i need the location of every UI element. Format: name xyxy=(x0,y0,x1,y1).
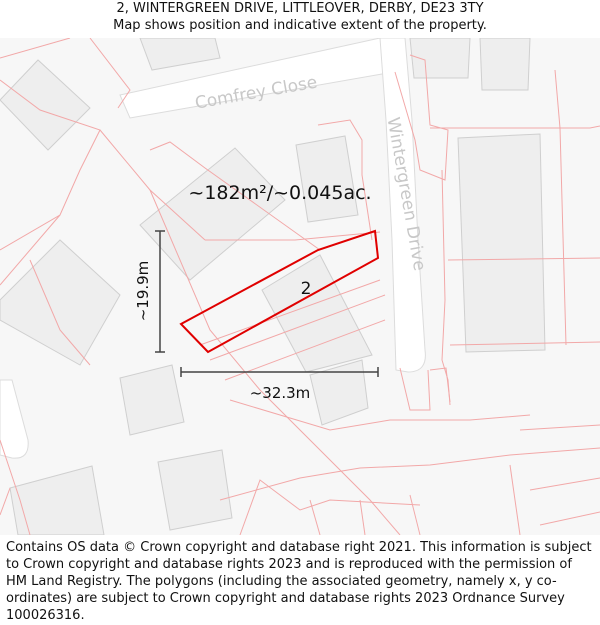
property-address: 2, WINTERGREEN DRIVE, LITTLEOVER, DERBY, DE23 3TY xyxy=(116,1,484,16)
plot-number: 2 xyxy=(300,279,312,299)
map-header xyxy=(0,0,600,34)
horizontal-dimension-label: ~32.3m xyxy=(249,384,311,402)
area-label: ~182m²/~0.045ac. xyxy=(188,182,372,204)
building xyxy=(480,38,530,90)
road-label-wintergreen-drive: Wintergreen Drive xyxy=(382,115,430,273)
property-map xyxy=(0,38,600,535)
vertical-dimension-label: ~19.9m xyxy=(134,260,152,322)
attribution-text: Contains OS data © Crown copyright and database right 2021. This information is subject to Crown copyright and database rights 2023 and is reproduced with the permission of HM Land Registry. The polygons (including the associated geometry, namely x, y co-ordinates) are subject to Crown copyright and database rights 2023 Ordnance Survey 100026316. xyxy=(6,540,592,623)
building xyxy=(158,450,232,530)
map-subtitle: Map shows position and indicative extent of the property. xyxy=(113,18,487,33)
building xyxy=(458,134,545,352)
building xyxy=(120,365,184,435)
road-label-comfrey-close: Comfrey Close xyxy=(193,72,319,114)
